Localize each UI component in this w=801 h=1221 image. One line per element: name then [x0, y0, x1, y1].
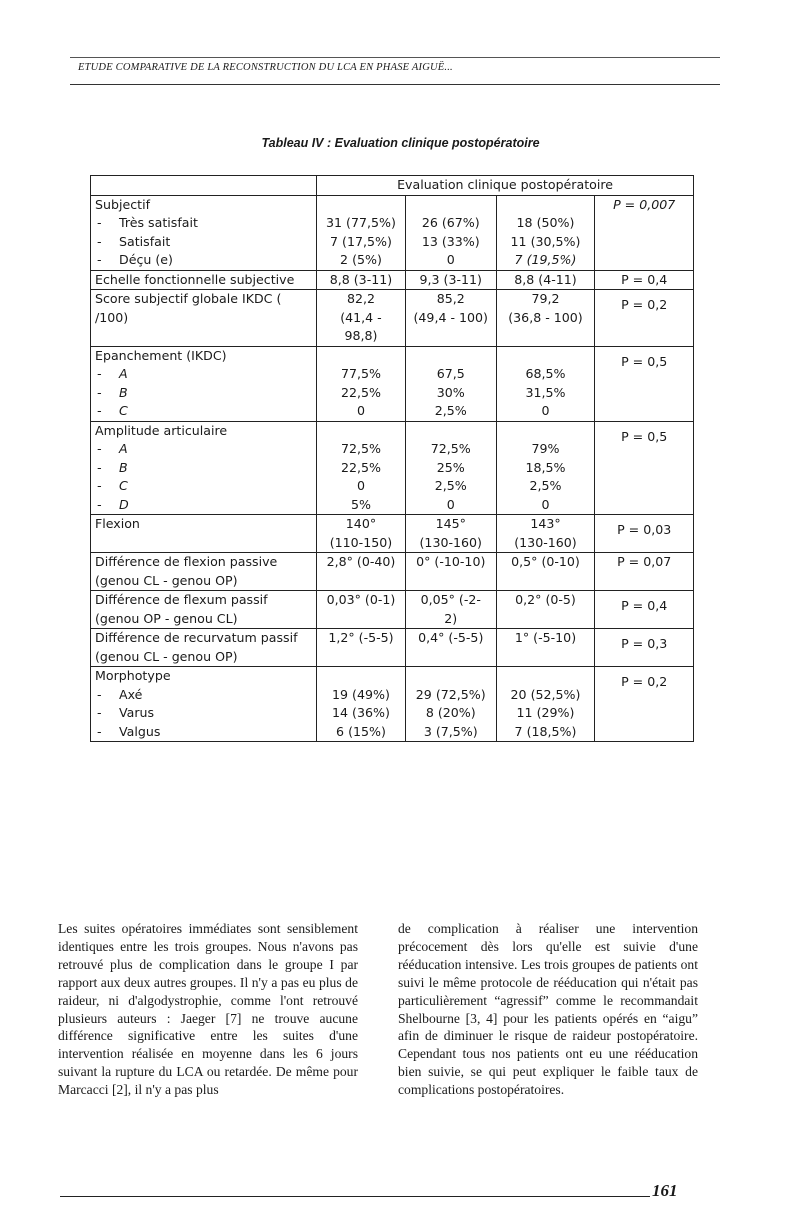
table-row	[91, 667, 694, 742]
pvalue-cell: P = 0,4	[595, 591, 694, 629]
page-number: 161	[652, 1181, 678, 1200]
pvalue-cell: P = 0,2	[595, 667, 694, 742]
value-cell: 85,2 (49,4 - 100)	[405, 290, 496, 347]
pvalue-cell: P = 0,007	[595, 195, 694, 270]
table-caption: Tableau IV : Evaluation clinique postopératoire	[261, 136, 540, 150]
pvalue-cell: P = 0,07	[595, 553, 694, 591]
header-rule	[70, 84, 720, 85]
row-label: Subjectif	[95, 196, 151, 212]
table-row	[91, 270, 694, 290]
row-label: Différence de recurvatum passif	[95, 630, 298, 645]
value-cell: 82,2 (41,4 - 98,8)	[317, 290, 406, 347]
value-cell: 68,5% 31,5% 0	[496, 346, 595, 421]
table-row	[91, 290, 694, 347]
paragraph: Les suites opératoires immédiates sont sensiblement identiques entre les trois groupes. Nous n'avons pas retrouvé plus de complication dans le groupe I par rapport aux deux autres groupes. Il n'y a pas eu plus de raideur, ni d'algodystrophie, comme l'ont retrouvé plusieurs auteurs : Jaeger [7] ne trouve aucune différence significative entre les suites d'une intervention réalisée en moyenne dans les 6 jours suivant la rupture du LCA ou retardée. De même pour Marcacci [2], il n'y a pas plus	[58, 921, 358, 1098]
list-item: - Varus	[97, 705, 155, 720]
table-row	[91, 195, 694, 270]
value-cell: 0,05° (-2- 2)	[405, 591, 496, 629]
header-rule-top	[70, 57, 720, 58]
pvalue-cell: P = 0,2	[595, 290, 694, 347]
running-title: ETUDE COMPARATIVE DE LA RECONSTRUCTION DU LCA EN PHASE AIGUË...	[78, 62, 453, 73]
value-cell: 79,2 (36,8 - 100)	[496, 290, 595, 347]
pvalue-cell: P = 0,3	[595, 629, 694, 667]
pvalue-cell: P = 0,5	[595, 421, 694, 515]
value-cell: 26 (67%) 13 (33%) 0	[405, 195, 496, 270]
footer-rule	[60, 1196, 650, 1197]
row-label: Amplitude articulaire	[95, 422, 228, 438]
value-cell: 67,5 30% 2,5%	[405, 346, 496, 421]
table-row	[91, 421, 694, 515]
value-cell: 8,8 (3-11)	[317, 270, 406, 290]
row-label: Echelle fonctionnelle subjective	[91, 270, 317, 290]
value-cell: 29 (72,5%) 8 (20%) 3 (7,5%)	[405, 667, 496, 742]
pvalue-cell: P = 0,4	[595, 270, 694, 290]
value-cell: 0,03° (0-1)	[317, 591, 406, 629]
value-cell: 1,2° (-5-5)	[317, 629, 406, 667]
value-cell: 72,5% 22,5% 0 5%	[317, 421, 406, 515]
row-label: Flexion	[91, 515, 317, 553]
value-cell: 77,5% 22,5% 0	[317, 346, 406, 421]
value-cell: 0,2° (0-5)	[496, 591, 595, 629]
list-item: - A	[97, 366, 128, 381]
value-cell: 19 (49%) 14 (36%) 6 (15%)	[317, 667, 406, 742]
pvalue-cell: P = 0,03	[595, 515, 694, 553]
row-label: Différence de flexum passif	[95, 592, 268, 607]
row-label: Différence de flexion passive	[95, 554, 278, 569]
value-cell: 72,5% 25% 2,5% 0	[405, 421, 496, 515]
list-item: - Satisfait	[97, 233, 171, 249]
table-header-row	[91, 176, 694, 196]
value-cell: 79% 18,5% 2,5% 0	[496, 421, 595, 515]
list-item: - B	[97, 459, 128, 475]
list-item: - Déçu (e)	[97, 252, 173, 267]
value-cell: 0° (-10-10)	[405, 553, 496, 591]
list-item: - Axé	[97, 686, 143, 702]
body-column-left	[58, 920, 358, 1099]
list-item: - C	[97, 478, 128, 493]
value-cell: 18 (50%) 11 (30,5%) 7 (19,5%)	[496, 195, 595, 270]
list-item: - D	[97, 496, 129, 512]
row-label: Epanchement (IKDC)	[95, 347, 227, 363]
value-cell: 0,4° (-5-5)	[405, 629, 496, 667]
table-row	[91, 591, 694, 629]
body-column-right	[398, 920, 698, 1099]
value-cell: 1° (-5-10)	[496, 629, 595, 667]
value-cell: 145° (130-160)	[405, 515, 496, 553]
list-item: - A	[97, 441, 128, 456]
table-row	[91, 515, 694, 553]
pvalue-cell: P = 0,5	[595, 346, 694, 421]
table-row	[91, 553, 694, 591]
table-row	[91, 346, 694, 421]
table-row	[91, 629, 694, 667]
value-cell: 2,8° (0-40)	[317, 553, 406, 591]
list-item: - Valgus	[97, 723, 161, 739]
row-label: Morphotype	[95, 668, 171, 683]
clinical-evaluation-table	[90, 175, 694, 742]
list-item: - C	[97, 403, 128, 418]
row-sublabel: (genou CL - genou OP)	[95, 572, 238, 588]
value-cell: 143° (130-160)	[496, 515, 595, 553]
value-cell: 8,8 (4-11)	[496, 270, 595, 290]
value-cell: 20 (52,5%) 11 (29%) 7 (18,5%)	[496, 667, 595, 742]
list-item: - Très satisfait	[97, 215, 198, 230]
value-cell: 140° (110-150)	[317, 515, 406, 553]
group-header: Evaluation clinique postopératoire	[317, 176, 694, 196]
list-item: - B	[97, 384, 128, 400]
value-cell: 31 (77,5%) 7 (17,5%) 2 (5%)	[317, 195, 406, 270]
value-cell: 9,3 (3-11)	[405, 270, 496, 290]
row-label: Score subjectif globale IKDC ( /100)	[91, 290, 317, 347]
row-sublabel: (genou OP - genou CL)	[95, 610, 238, 626]
row-sublabel: (genou CL - genou OP)	[95, 648, 238, 664]
header-empty-cell	[91, 176, 317, 196]
value-cell: 0,5° (0-10)	[496, 553, 595, 591]
paragraph: de complication à réaliser une intervention précocement dès lors qu'elle est suivie d'une rééducation intensive. Les trois groupes de patients ont suivi le même protocole de rééducation qui n'était pas particulièrement “agressif” comme le recommandait Shelbourne [3, 4] pour les patients opérés en “aigu” afin de diminuer le risque de raideur postopératoire. Cependant tous nos patients ont eu une rééducation bien suivie, se qui peut expliquer le faible taux de complications postopératoires.	[398, 921, 698, 1098]
